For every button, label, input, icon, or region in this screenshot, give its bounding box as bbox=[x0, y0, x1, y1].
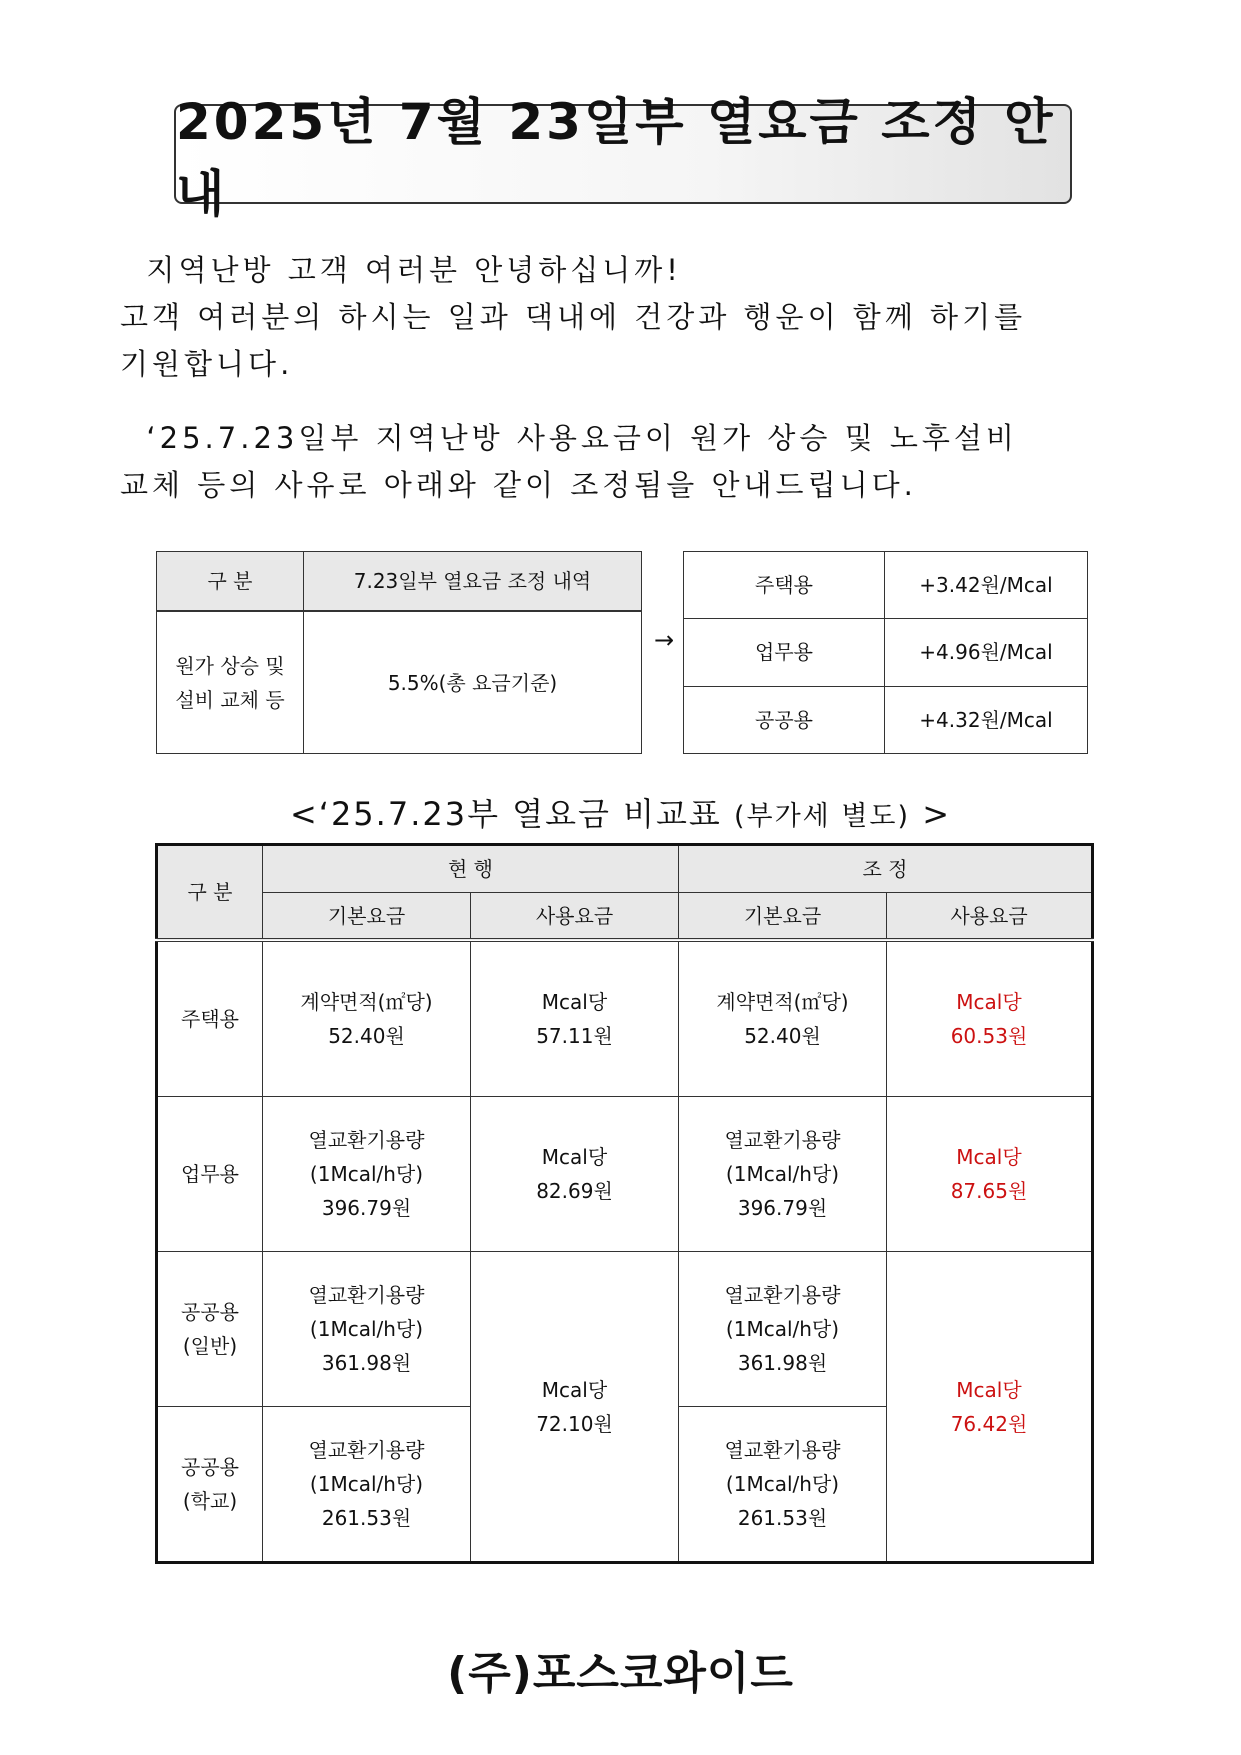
cell-line: 열교환기용량 bbox=[308, 1438, 425, 1462]
cell-line: 72.10원 bbox=[536, 1411, 613, 1436]
table-row bbox=[157, 1252, 1093, 1407]
adjusted-base-public-general bbox=[679, 1252, 887, 1407]
cell-line: 52.40원 bbox=[744, 1024, 821, 1048]
cell-line: Mcal당 bbox=[956, 1377, 1022, 1402]
summary-reason bbox=[157, 611, 304, 754]
adjustment-amount-business: +4.96원/Mcal bbox=[885, 619, 1088, 686]
row-label-line: 공공용 bbox=[181, 1455, 239, 1479]
cell-line: 열교환기용량 bbox=[724, 1283, 841, 1307]
adjusted-base-business bbox=[679, 1097, 887, 1252]
comparison-header-category: 구 분 bbox=[157, 845, 263, 941]
cell-line: 열교환기용량 bbox=[308, 1283, 425, 1307]
cell-line: Mcal당 bbox=[956, 1145, 1022, 1169]
cell-line: 396.79원 bbox=[737, 1196, 828, 1220]
comparison-caption-end: > bbox=[910, 795, 952, 833]
cell-line: Mcal당 bbox=[956, 990, 1022, 1014]
adjustment-use-residential: 주택용 bbox=[684, 552, 885, 619]
cell-line: Mcal당 bbox=[541, 1377, 608, 1402]
summary-reason-line-1: 원가 상승 및 bbox=[175, 653, 285, 678]
current-base-business bbox=[263, 1097, 471, 1252]
cell-line: 계약면적(㎡당) bbox=[300, 990, 433, 1014]
cell-line: 열교환기용량 bbox=[724, 1438, 841, 1462]
cell-line: (1Mcal/h당) bbox=[309, 1472, 424, 1496]
summary-rate: 5.5%(총 요금기준) bbox=[304, 611, 642, 754]
summary-table bbox=[156, 551, 642, 754]
cell-line: 87.65원 bbox=[950, 1179, 1028, 1203]
row-label-line: (일반) bbox=[182, 1334, 238, 1358]
cell-line: 261.53원 bbox=[321, 1506, 412, 1530]
adjustment-amount-public: +4.32원/Mcal bbox=[885, 686, 1088, 753]
current-usage-public bbox=[471, 1252, 679, 1563]
row-label-business bbox=[157, 1097, 263, 1252]
adjustment-table bbox=[683, 551, 1088, 754]
adjustment-use-public: 공공용 bbox=[684, 686, 885, 753]
row-label-line: 주택용 bbox=[181, 1007, 239, 1031]
cell-line: 82.69원 bbox=[536, 1179, 613, 1203]
current-usage-business bbox=[471, 1097, 679, 1252]
cell-line: 52.40원 bbox=[328, 1024, 405, 1048]
table-row bbox=[157, 940, 1093, 1097]
comparison-caption-note: (부가세 별도) bbox=[733, 801, 911, 832]
current-usage-residential bbox=[471, 940, 679, 1097]
notice-line-1: ‘25.7.23일부 지역난방 사용요금이 원가 상승 및 노후설비 bbox=[120, 421, 1018, 455]
cell-line: Mcal당 bbox=[541, 1145, 608, 1169]
cell-line: (1Mcal/h당) bbox=[725, 1317, 840, 1341]
cell-line: 60.53원 bbox=[950, 1024, 1028, 1048]
summary-reason-line-2: 설비 교체 등 bbox=[175, 687, 285, 712]
company-name: (주)포스코와이드 bbox=[447, 1648, 794, 1699]
page-title: 2025년 7월 23일부 열요금 조정 안내 bbox=[176, 93, 1056, 223]
comparison-caption-main: <‘25.7.23부 열요금 비교표 bbox=[289, 795, 734, 833]
cell-line: (1Mcal/h당) bbox=[309, 1317, 424, 1341]
cell-line: 열교환기용량 bbox=[724, 1128, 841, 1152]
cell-line: 261.53원 bbox=[737, 1506, 828, 1530]
comparison-header-current: 현 행 bbox=[263, 845, 679, 893]
cell-line: 76.42원 bbox=[950, 1411, 1028, 1436]
summary-header-detail: 7.23일부 열요금 조정 내역 bbox=[304, 552, 642, 612]
adjusted-usage-residential bbox=[887, 940, 1093, 1097]
row-label-line: 업무용 bbox=[181, 1162, 239, 1186]
title-box bbox=[174, 93, 1072, 223]
current-base-residential bbox=[263, 940, 471, 1097]
cell-line: 361.98원 bbox=[321, 1351, 412, 1375]
row-label-line: (학교) bbox=[182, 1489, 238, 1513]
cell-line: Mcal당 bbox=[541, 990, 608, 1014]
row-label-public-school bbox=[157, 1407, 263, 1563]
greeting-line-3: 기원합니다. bbox=[120, 347, 294, 381]
adjusted-usage-business bbox=[887, 1097, 1093, 1252]
cell-line: 396.79원 bbox=[321, 1196, 412, 1220]
row-label-public-general bbox=[157, 1252, 263, 1407]
current-base-public-general bbox=[263, 1252, 471, 1407]
cell-line: 57.11원 bbox=[536, 1024, 613, 1048]
adjusted-base-residential bbox=[679, 940, 887, 1097]
cell-line: (1Mcal/h당) bbox=[309, 1162, 424, 1186]
notice-line-2: 교체 등의 사유로 아래와 같이 조정됨을 안내드립니다. bbox=[120, 468, 917, 502]
greeting-line-1: 지역난방 고객 여러분 안녕하십니까! bbox=[120, 253, 682, 287]
cell-line: 361.98원 bbox=[737, 1351, 828, 1375]
row-label-line: 공공용 bbox=[181, 1300, 239, 1324]
cell-line: (1Mcal/h당) bbox=[725, 1162, 840, 1186]
adjustment-use-business: 업무용 bbox=[684, 619, 885, 686]
comparison-header-adjusted: 조 정 bbox=[679, 845, 1093, 893]
row-label-residential bbox=[157, 940, 263, 1097]
greeting-paragraph bbox=[120, 247, 1026, 388]
header-current-usage: 사용요금 bbox=[471, 893, 679, 941]
notice-paragraph bbox=[120, 415, 1018, 509]
cell-line: (1Mcal/h당) bbox=[725, 1472, 840, 1496]
adjusted-usage-public bbox=[887, 1252, 1093, 1563]
summary-header-category: 구 분 bbox=[157, 552, 304, 612]
cell-line: 열교환기용량 bbox=[308, 1128, 425, 1152]
cell-line: 계약면적(㎡당) bbox=[716, 990, 849, 1014]
right-arrow-icon: → bbox=[654, 626, 675, 654]
comparison-table bbox=[155, 843, 1094, 1564]
header-adjusted-base: 기본요금 bbox=[679, 893, 887, 941]
adjusted-base-public-school bbox=[679, 1407, 887, 1563]
current-base-public-school bbox=[263, 1407, 471, 1563]
greeting-line-2: 고객 여러분의 하시는 일과 댁내에 건강과 행운이 함께 하기를 bbox=[120, 300, 1027, 334]
comparison-caption bbox=[0, 789, 1241, 835]
header-adjusted-usage: 사용요금 bbox=[887, 893, 1093, 941]
header-current-base: 기본요금 bbox=[263, 893, 471, 941]
adjustment-amount-residential: +3.42원/Mcal bbox=[885, 552, 1088, 619]
table-row bbox=[157, 1097, 1093, 1252]
